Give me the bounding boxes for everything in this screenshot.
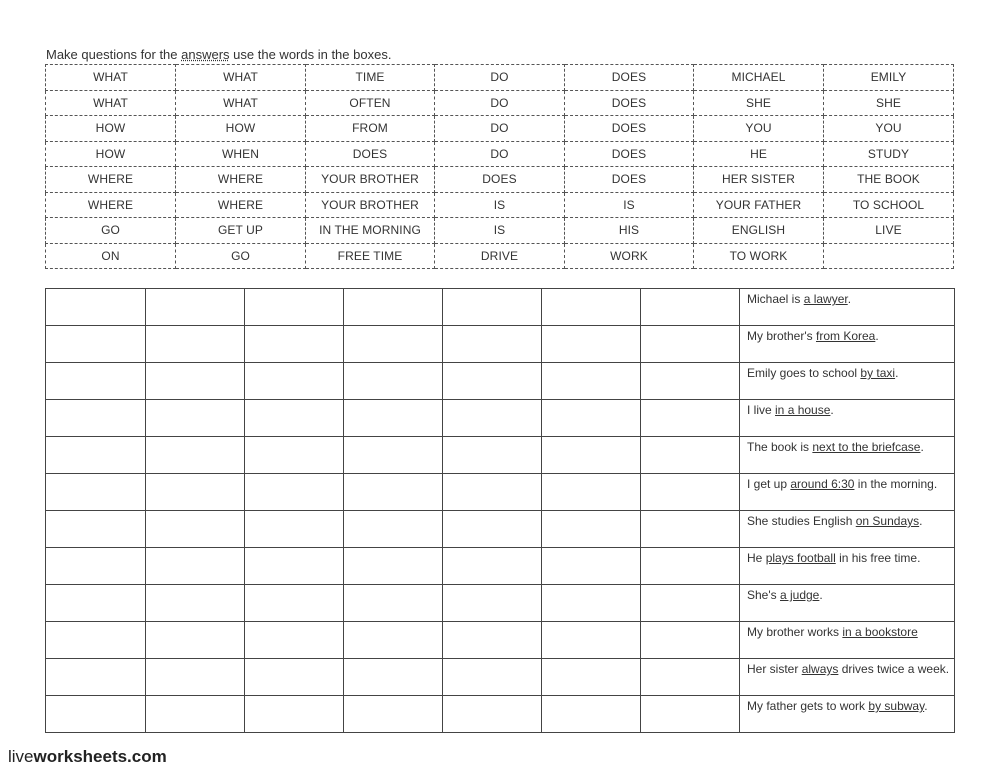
question-word-drop-cell[interactable] xyxy=(344,400,443,437)
question-word-drop-cell[interactable] xyxy=(245,696,344,733)
word-box[interactable]: TIME xyxy=(306,65,435,91)
question-word-drop-cell[interactable] xyxy=(46,474,146,511)
answer-text-post: . xyxy=(920,440,924,454)
question-word-drop-cell[interactable] xyxy=(46,548,146,585)
word-box[interactable]: WHAT xyxy=(46,65,176,91)
question-row xyxy=(46,622,955,659)
question-word-drop-cell[interactable] xyxy=(46,696,146,733)
word-box[interactable]: YOUR BROTHER xyxy=(306,167,435,193)
question-word-drop-cell[interactable] xyxy=(46,511,146,548)
question-word-drop-cell[interactable] xyxy=(245,548,344,585)
word-box[interactable]: IN THE MORNING xyxy=(306,218,435,244)
answer-text-pre: My brother's xyxy=(747,329,816,343)
answer-sentence xyxy=(740,696,955,733)
word-box[interactable]: DOES xyxy=(565,167,694,193)
word-box-row xyxy=(46,243,954,269)
answer-text-underlined: by taxi xyxy=(860,366,896,380)
word-box[interactable]: HER SISTER xyxy=(694,167,824,193)
question-word-drop-cell[interactable] xyxy=(146,585,245,622)
question-word-drop-cell[interactable] xyxy=(542,585,641,622)
word-box[interactable]: MICHAEL xyxy=(694,65,824,91)
word-box[interactable]: HOW xyxy=(46,116,176,142)
question-word-drop-cell[interactable] xyxy=(344,622,443,659)
word-box[interactable]: GET UP xyxy=(176,218,306,244)
question-word-drop-cell[interactable] xyxy=(245,474,344,511)
word-box[interactable]: DOES xyxy=(565,90,694,116)
question-word-drop-cell[interactable] xyxy=(443,326,542,363)
word-box-row xyxy=(46,167,954,193)
word-box[interactable]: IS xyxy=(435,218,565,244)
answer-text-underlined: always xyxy=(801,662,839,676)
question-word-drop-cell[interactable] xyxy=(46,326,146,363)
answer-sentence xyxy=(740,326,955,363)
question-word-drop-cell[interactable] xyxy=(542,548,641,585)
answer-text-pre: I live xyxy=(747,403,776,417)
question-word-drop-cell[interactable] xyxy=(245,622,344,659)
word-box[interactable]: SHE xyxy=(694,90,824,116)
question-word-drop-cell[interactable] xyxy=(542,474,641,511)
question-word-drop-cell[interactable] xyxy=(443,696,542,733)
question-word-drop-cell[interactable] xyxy=(542,437,641,474)
question-word-drop-cell[interactable] xyxy=(542,659,641,696)
word-box[interactable]: TO WORK xyxy=(694,243,824,269)
word-box[interactable]: THE BOOK xyxy=(824,167,954,193)
question-word-drop-cell[interactable] xyxy=(46,622,146,659)
question-word-drop-cell[interactable] xyxy=(641,400,740,437)
answer-text-post: in his free time. xyxy=(835,551,921,565)
answer-text-pre: The book is xyxy=(747,440,813,454)
answer-grid xyxy=(45,288,955,733)
answer-text-post: . xyxy=(847,292,852,306)
word-box[interactable]: WHERE xyxy=(176,192,306,218)
word-box-row xyxy=(46,141,954,167)
question-word-drop-cell[interactable] xyxy=(641,437,740,474)
instruction-part3: use the words in the boxes. xyxy=(229,47,392,62)
question-row xyxy=(46,400,955,437)
question-word-drop-cell[interactable] xyxy=(245,511,344,548)
answer-text-underlined: from Korea xyxy=(815,329,876,343)
question-word-drop-cell[interactable] xyxy=(146,400,245,437)
question-row xyxy=(46,548,955,585)
answer-text-underlined: plays football xyxy=(765,551,836,565)
answer-text-pre: She's xyxy=(747,588,780,602)
word-box[interactable]: ON xyxy=(46,243,176,269)
answer-text-post: . xyxy=(924,699,928,713)
question-word-drop-cell[interactable] xyxy=(443,437,542,474)
question-word-drop-cell[interactable] xyxy=(46,659,146,696)
word-box[interactable]: YOUR FATHER xyxy=(694,192,824,218)
word-box[interactable]: SHE xyxy=(824,90,954,116)
answer-sentence xyxy=(740,548,955,585)
question-row xyxy=(46,437,955,474)
word-box[interactable]: FROM xyxy=(306,116,435,142)
answer-text-post: . xyxy=(819,588,823,602)
question-word-drop-cell[interactable] xyxy=(641,474,740,511)
question-word-drop-cell[interactable] xyxy=(344,437,443,474)
question-word-drop-cell[interactable] xyxy=(146,326,245,363)
answer-sentence xyxy=(740,400,955,437)
word-box[interactable]: GO xyxy=(46,218,176,244)
question-word-drop-cell[interactable] xyxy=(146,548,245,585)
question-word-drop-cell[interactable] xyxy=(542,622,641,659)
question-word-drop-cell[interactable] xyxy=(46,437,146,474)
word-box[interactable]: EMILY xyxy=(824,65,954,91)
answer-text-post: . xyxy=(875,329,879,343)
word-box[interactable]: YOU xyxy=(824,116,954,142)
question-word-drop-cell[interactable] xyxy=(245,400,344,437)
answer-text-pre: My brother works xyxy=(747,625,843,639)
question-word-drop-cell[interactable] xyxy=(146,511,245,548)
word-box[interactable]: DOES xyxy=(435,167,565,193)
answer-text-pre: I get up xyxy=(747,477,791,491)
question-row xyxy=(46,659,955,696)
question-word-drop-cell[interactable] xyxy=(443,363,542,400)
answer-text-underlined: in a house xyxy=(775,403,831,417)
answer-text-underlined: next to the briefcase xyxy=(812,440,921,454)
answer-text-post: in the morning. xyxy=(854,477,938,491)
answer-text-underlined: by subway xyxy=(868,699,925,713)
word-box[interactable]: DOES xyxy=(565,65,694,91)
question-word-drop-cell[interactable] xyxy=(542,400,641,437)
question-row xyxy=(46,696,955,733)
answer-text-pre: Michael is xyxy=(747,292,804,306)
question-row xyxy=(46,511,955,548)
question-word-drop-cell[interactable] xyxy=(245,363,344,400)
answer-text-post: . xyxy=(830,403,834,417)
answer-sentence xyxy=(740,622,955,659)
question-word-drop-cell[interactable] xyxy=(146,474,245,511)
question-word-drop-cell[interactable] xyxy=(641,659,740,696)
word-box[interactable]: HE xyxy=(694,141,824,167)
word-box[interactable]: ENGLISH xyxy=(694,218,824,244)
question-word-drop-cell[interactable] xyxy=(146,659,245,696)
question-word-drop-cell[interactable] xyxy=(641,289,740,326)
answer-sentence xyxy=(740,289,955,326)
instruction-text xyxy=(46,47,391,62)
word-box[interactable]: IS xyxy=(435,192,565,218)
question-word-drop-cell[interactable] xyxy=(443,511,542,548)
question-word-drop-cell[interactable] xyxy=(443,548,542,585)
question-row xyxy=(46,289,955,326)
answer-text-post: . xyxy=(919,514,923,528)
word-box[interactable]: WHEN xyxy=(176,141,306,167)
question-word-drop-cell[interactable] xyxy=(146,437,245,474)
word-box[interactable]: DO xyxy=(435,116,565,142)
question-word-drop-cell[interactable] xyxy=(245,659,344,696)
question-word-drop-cell[interactable] xyxy=(146,622,245,659)
answer-sentence xyxy=(740,511,955,548)
brand-bold: worksheets.com xyxy=(33,747,167,766)
answer-text-pre: Her sister xyxy=(747,662,802,676)
question-word-drop-cell[interactable] xyxy=(641,585,740,622)
question-word-drop-cell[interactable] xyxy=(542,326,641,363)
question-word-drop-cell[interactable] xyxy=(344,511,443,548)
question-row xyxy=(46,474,955,511)
question-word-drop-cell[interactable] xyxy=(344,548,443,585)
answer-sentence xyxy=(740,474,955,511)
word-box[interactable]: WHERE xyxy=(46,167,176,193)
word-box[interactable]: STUDY xyxy=(824,141,954,167)
question-word-drop-cell[interactable] xyxy=(641,696,740,733)
word-box-row xyxy=(46,218,954,244)
word-box[interactable]: DOES xyxy=(565,141,694,167)
question-word-drop-cell[interactable] xyxy=(344,696,443,733)
word-box[interactable]: DO xyxy=(435,90,565,116)
answer-text-underlined: in a bookstore xyxy=(842,625,918,639)
question-word-drop-cell[interactable] xyxy=(146,363,245,400)
word-box[interactable]: DO xyxy=(435,141,565,167)
word-box[interactable]: OFTEN xyxy=(306,90,435,116)
word-box-grid xyxy=(45,64,954,269)
answer-sentence xyxy=(740,659,955,696)
word-box[interactable]: IS xyxy=(565,192,694,218)
word-box[interactable]: YOU xyxy=(694,116,824,142)
word-box[interactable]: LIVE xyxy=(824,218,954,244)
answer-sentence xyxy=(740,585,955,622)
question-word-drop-cell[interactable] xyxy=(542,696,641,733)
answer-sentence xyxy=(740,437,955,474)
question-word-drop-cell[interactable] xyxy=(542,511,641,548)
word-box[interactable]: WHERE xyxy=(176,167,306,193)
question-word-drop-cell[interactable] xyxy=(641,548,740,585)
question-word-drop-cell[interactable] xyxy=(641,326,740,363)
answer-sentence xyxy=(740,363,955,400)
word-box[interactable]: FREE TIME xyxy=(306,243,435,269)
question-word-drop-cell[interactable] xyxy=(46,400,146,437)
answer-text-post: drives twice a week. xyxy=(838,662,950,676)
word-box[interactable]: DOES xyxy=(565,116,694,142)
word-box[interactable]: HIS xyxy=(565,218,694,244)
question-word-drop-cell[interactable] xyxy=(344,585,443,622)
question-row xyxy=(46,326,955,363)
question-word-drop-cell[interactable] xyxy=(46,585,146,622)
question-word-drop-cell[interactable] xyxy=(443,400,542,437)
answer-text-pre: My father gets to work xyxy=(747,699,869,713)
word-box[interactable]: DOES xyxy=(306,141,435,167)
word-box[interactable]: WHAT xyxy=(46,90,176,116)
question-word-drop-cell[interactable] xyxy=(245,289,344,326)
question-word-drop-cell[interactable] xyxy=(443,289,542,326)
question-word-drop-cell[interactable] xyxy=(344,659,443,696)
question-word-drop-cell[interactable] xyxy=(344,363,443,400)
brand-light: live xyxy=(8,747,34,766)
word-box[interactable]: WHAT xyxy=(176,90,306,116)
word-box[interactable]: WHERE xyxy=(46,192,176,218)
question-word-drop-cell[interactable] xyxy=(344,326,443,363)
question-word-drop-cell[interactable] xyxy=(245,326,344,363)
word-box[interactable]: WORK xyxy=(565,243,694,269)
question-word-drop-cell[interactable] xyxy=(641,511,740,548)
answer-text-underlined: a lawyer xyxy=(803,292,848,306)
question-word-drop-cell[interactable] xyxy=(146,289,245,326)
question-word-drop-cell[interactable] xyxy=(245,585,344,622)
word-box-row xyxy=(46,90,954,116)
question-word-drop-cell[interactable] xyxy=(146,696,245,733)
question-row xyxy=(46,363,955,400)
answer-text-underlined: a judge xyxy=(779,588,820,602)
word-box[interactable]: DRIVE xyxy=(435,243,565,269)
question-word-drop-cell[interactable] xyxy=(443,622,542,659)
word-box[interactable]: HOW xyxy=(176,116,306,142)
word-box[interactable]: GO xyxy=(176,243,306,269)
question-word-drop-cell[interactable] xyxy=(443,585,542,622)
word-box[interactable]: DO xyxy=(435,65,565,91)
instruction-answers-word: answers xyxy=(181,47,230,62)
question-row xyxy=(46,585,955,622)
answer-text-pre: He xyxy=(747,551,766,565)
answer-text-underlined: around 6:30 xyxy=(790,477,855,491)
question-word-drop-cell[interactable] xyxy=(641,363,740,400)
question-word-drop-cell[interactable] xyxy=(542,363,641,400)
answer-text-pre: She studies English xyxy=(747,514,856,528)
word-box[interactable]: WHAT xyxy=(176,65,306,91)
question-word-drop-cell[interactable] xyxy=(46,289,146,326)
word-box[interactable]: HOW xyxy=(46,141,176,167)
footer-brand xyxy=(8,747,167,767)
question-word-drop-cell[interactable] xyxy=(443,474,542,511)
instruction-part1: Make questions for the xyxy=(46,47,182,62)
word-box[interactable]: TO SCHOOL xyxy=(824,192,954,218)
question-word-drop-cell[interactable] xyxy=(344,289,443,326)
word-box[interactable]: YOUR BROTHER xyxy=(306,192,435,218)
question-word-drop-cell[interactable] xyxy=(46,363,146,400)
question-word-drop-cell[interactable] xyxy=(641,622,740,659)
word-box-row xyxy=(46,65,954,91)
word-box[interactable] xyxy=(824,243,954,269)
question-word-drop-cell[interactable] xyxy=(542,289,641,326)
question-word-drop-cell[interactable] xyxy=(443,659,542,696)
word-box-row xyxy=(46,116,954,142)
answer-text-pre: Emily goes to school xyxy=(747,366,861,380)
word-box-row xyxy=(46,192,954,218)
question-word-drop-cell[interactable] xyxy=(245,437,344,474)
answer-text-underlined: on Sundays xyxy=(855,514,920,528)
answer-text-post: . xyxy=(895,366,899,380)
question-word-drop-cell[interactable] xyxy=(344,474,443,511)
